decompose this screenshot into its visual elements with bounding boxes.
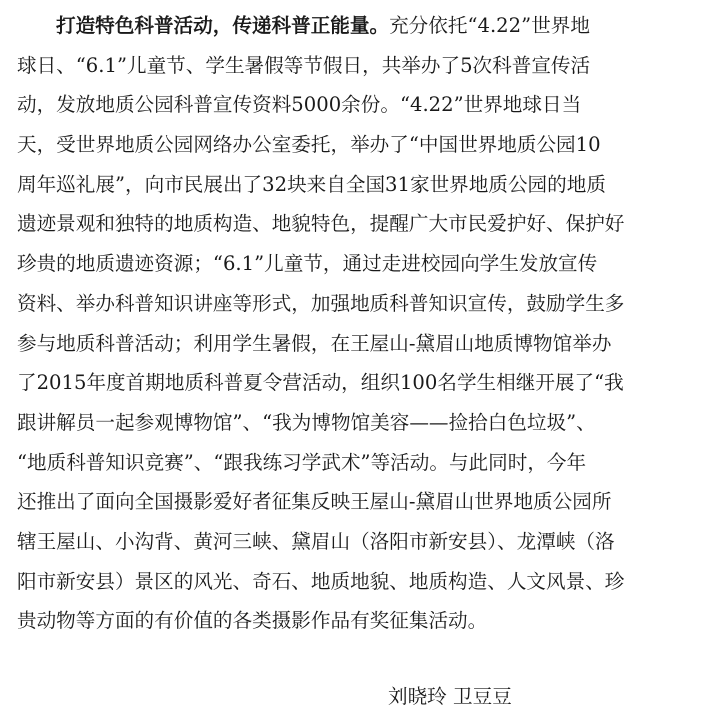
text-line-10 — [17, 363, 691, 403]
line-text: 珍贵的地质遗迹资源；“6.1”儿童节，通过走进校园向学生发放宣传 — [17, 252, 598, 276]
line-text: 还推出了面向全国摄影爱好者征集反映王屋山-黛眉山世界地质公园所 — [17, 490, 612, 514]
text-line-15 — [17, 562, 691, 602]
article-body — [17, 6, 691, 641]
text-line-12 — [17, 443, 691, 483]
line-text: 遗迹景观和独特的地质构造、地貌特色，提醒广大市民爱护好、保护好 — [17, 212, 625, 236]
text-line-2 — [17, 46, 691, 86]
line-text: 天，受世界地质公园网络办公室委托，举办了“中国世界地质公园10 — [17, 133, 601, 157]
line-text: 资料、举办科普知识讲座等形式，加强地质科普知识宣传，鼓励学生多 — [17, 291, 625, 315]
line-text: 贵动物等方面的有价值的各类摄影作品有奖征集活动。 — [17, 609, 488, 633]
text-line-8 — [17, 284, 691, 324]
text-line-1 — [17, 6, 691, 46]
text-line-14 — [17, 522, 691, 562]
line-text: 球日、“6.1”儿童节、学生暑假等节假日，共举办了5次科普宣传活 — [17, 53, 591, 77]
text-line-6 — [17, 204, 691, 244]
line-text: “地质科普知识竞赛”、“跟我练习学武术”等活动。与此同时，今年 — [17, 450, 587, 474]
text-line-11 — [17, 403, 691, 443]
lead-sentence: 打造特色科普活动，传递科普正能量。 — [56, 14, 390, 37]
text-line-4 — [17, 125, 691, 165]
author-signature: 刘晓玲 卫豆豆 — [388, 685, 512, 708]
text-line-13 — [17, 482, 691, 522]
text-line-7 — [17, 244, 691, 284]
line-text: 辖王屋山、小沟背、黄河三峡、黛眉山（洛阳市新安县）、龙潭峡（洛 — [17, 529, 615, 553]
line-text: 阳市新安县）景区的风光、奇石、地质地貌、地质构造、人文风景、珍 — [17, 569, 625, 593]
line-text: 动，发放地质公园科普宣传资料5000余份。“4.22”世界地球日当 — [17, 93, 582, 117]
line-text: 了2015年度首期地质科普夏令营活动，组织100名学生相继开展了“我 — [17, 371, 624, 395]
text-line-9 — [17, 324, 691, 364]
text-line-16 — [17, 601, 691, 641]
text-line-3 — [17, 85, 691, 125]
line-text: 参与地质科普活动；利用学生暑假，在王屋山-黛眉山地质博物馆举办 — [17, 331, 612, 355]
line-text: 充分依托“4.22”世界地 — [389, 14, 590, 37]
line-text: 跟讲解员一起参观博物馆”、“我为博物馆美容——捡拾白色垃圾”、 — [17, 410, 596, 434]
text-line-5 — [17, 165, 691, 205]
line-text: 周年巡礼展”，向市民展出了32块来自全国31家世界地质公园的地质 — [17, 172, 606, 196]
